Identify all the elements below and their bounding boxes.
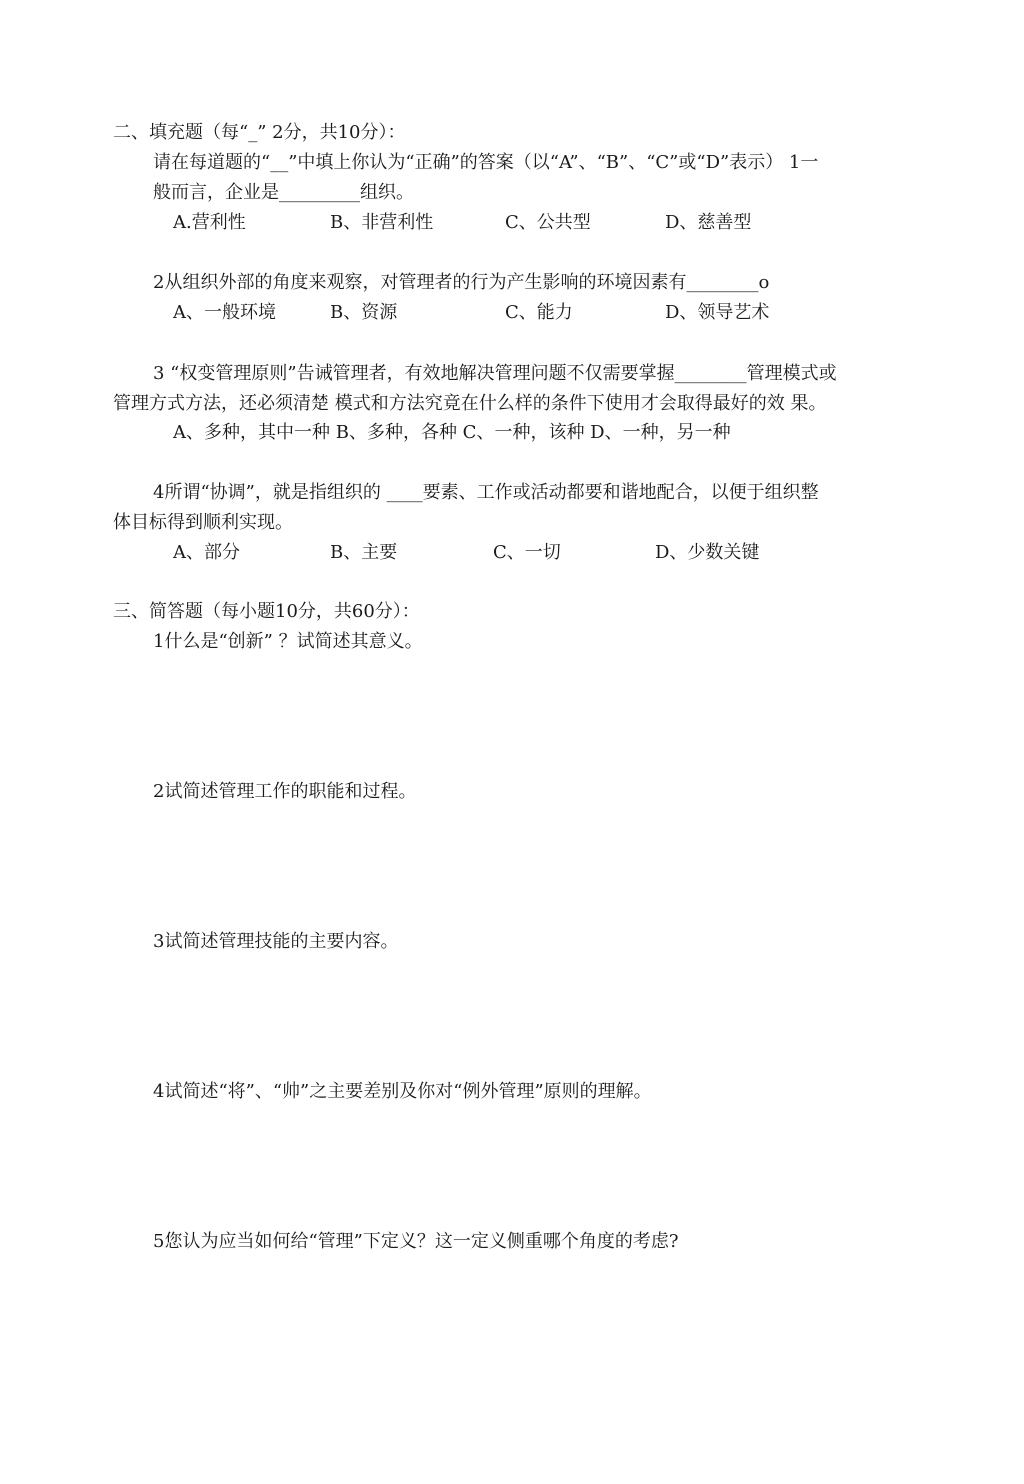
- question-1-option-b: B、非营利性: [330, 212, 434, 233]
- question-1-option-d: D、慈善型: [665, 212, 752, 233]
- question-4-option-d: D、少数关键: [655, 542, 760, 563]
- section3-heading: 三、简答题（每小题10分，共60分）：: [113, 601, 420, 622]
- question-3-options: A、多种，其中一种 B、多种，各种 C、一种，该种 D、一种，另一种: [173, 422, 731, 443]
- question-2-text: 2从组织外部的角度来观察，对管理者的行为产生影响的环境因素有________o: [153, 272, 770, 293]
- question-2-option-d: D、领导艺术: [665, 302, 770, 323]
- section2-heading: 二、填充题（每“_” 2分，共10分）：: [113, 122, 406, 143]
- question-2-option-c: C、能力: [505, 302, 573, 323]
- question-4-text-line1: 4所谓“协调”，就是指组织的 ____要素、工作或活动都要和谐地配合，以便于组织整: [153, 482, 819, 503]
- short-answer-3: 3试简述管理技能的主要内容。: [153, 931, 399, 952]
- short-answer-4: 4试简述“将”、“帅”之主要差别及你对“例外管理”原则的理解。: [153, 1081, 652, 1102]
- question-4-option-b: B、主要: [330, 542, 398, 563]
- question-1-option-c: C、公共型: [505, 212, 591, 233]
- question-4-option-c: C、一切: [493, 542, 561, 563]
- question-4-option-a: A、部分: [173, 542, 240, 563]
- section2-instruction: 请在每道题的“__”中填上你认为“正确”的答案（以“A”、“B”、“C”或“D”表示） 1一: [153, 152, 819, 173]
- question-3-text-line2: 管理方式方法，还必须清楚 模式和方法究竟在什么样的条件下使用才会取得最好的效 果。: [113, 393, 827, 414]
- short-answer-5: 5您认为应当如何给“管理”下定义？这一定义侧重哪个角度的考虑?: [153, 1231, 679, 1252]
- question-4-text-line2: 体目标得到顺利实现。: [113, 512, 293, 533]
- question-1-text: 般而言，企业是_________组织。: [153, 182, 414, 203]
- question-2-option-a: A、一般环境: [173, 302, 276, 323]
- question-3-text-line1: 3 “权变管理原则”告诫管理者，有效地解决管理问题不仅需要掌握________管理模式或: [153, 363, 837, 384]
- question-1-option-a: A.营利性: [173, 212, 246, 233]
- short-answer-2: 2试简述管理工作的职能和过程。: [153, 781, 417, 802]
- short-answer-1: 1什么是“创新” ？试简述其意义。: [153, 631, 423, 652]
- question-2-option-b: B、资源: [330, 302, 398, 323]
